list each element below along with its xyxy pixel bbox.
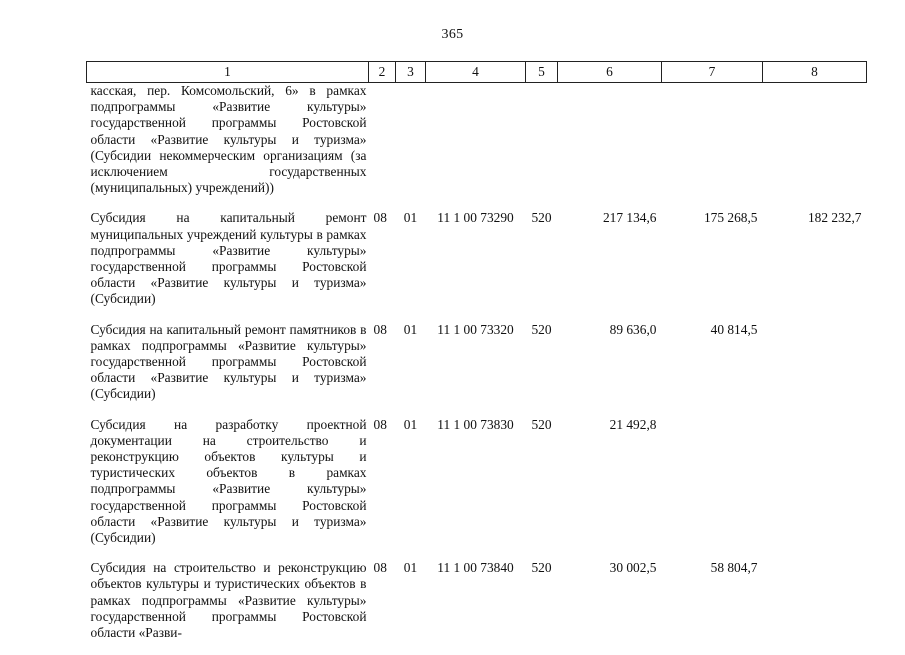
row-description: Субсидия на строительство и реконструкцию объектов культуры и туристических объектов в рамках подпрограммы «Развитие культуры» государственной программы Ростовской области «Разви- [90, 560, 367, 641]
row-description: касская, пер. Комсомольский, 6» в рамках подпрограммы «Развитие культуры» государственной программы Ростовской области «Развитие культуры и туризма» (Субсидии некоммерческим организациям (за исключением государственных (муниципальных) учреждений)) [90, 83, 367, 196]
target-article-code: 11 1 00 73320 [437, 321, 514, 337]
expense-type-code: 520 [531, 560, 552, 576]
amount-col-6: 217 134,6 [602, 210, 657, 226]
subsection-code: 01 [403, 321, 418, 337]
amount-col-8 [763, 417, 867, 561]
section-code: 08 [373, 321, 387, 337]
amount-col-7 [662, 417, 763, 561]
amount-col-8 [763, 560, 867, 655]
page-number: 365 [441, 27, 464, 42]
target-article-code [426, 83, 526, 211]
column-header-6: 6 [558, 62, 662, 83]
target-article-code: 11 1 00 73290 [437, 210, 514, 226]
amount-col-6: 21 492,8 [609, 416, 657, 432]
table-row [87, 210, 867, 321]
section-code: 08 [373, 210, 387, 226]
subsection-code: 01 [403, 416, 418, 432]
table-row [87, 560, 867, 655]
amount-col-8: 182 232,7 [807, 210, 862, 226]
budget-table [86, 61, 867, 655]
amount-col-7: 58 804,7 [710, 560, 758, 576]
amount-col-7 [662, 83, 763, 211]
target-article-code: 11 1 00 73830 [437, 416, 514, 432]
subsection-code [396, 83, 426, 211]
column-header-1: 1 [87, 62, 369, 83]
row-description: Субсидия на капитальный ремонт памятников в рамках подпрограммы «Развитие культуры» государственной программы Ростовской области «Развитие культуры и туризма» (Субсидии) [90, 321, 367, 402]
amount-col-6: 30 002,5 [609, 560, 657, 576]
expense-type-code: 520 [531, 416, 552, 432]
expense-type-code: 520 [531, 321, 552, 337]
section-code: 08 [373, 416, 387, 432]
table-row [87, 83, 867, 211]
row-description: Субсидия на капитальный ремонт муниципальных учреждений культуры в рамках подпрограммы «Развитие культуры» государственной программы Ростовской области «Развитие культуры и туризма» (Субсидии) [90, 210, 367, 307]
column-header-7: 7 [662, 62, 763, 83]
section-code: 08 [373, 560, 387, 576]
subsection-code: 01 [403, 210, 418, 226]
amount-col-8 [763, 83, 867, 211]
table-row [87, 417, 867, 561]
amount-col-7: 175 268,5 [703, 210, 758, 226]
expense-type-code: 520 [531, 210, 552, 226]
amount-col-6 [558, 83, 662, 211]
section-code [369, 83, 396, 211]
column-header-5: 5 [526, 62, 558, 83]
table-header-row [87, 62, 867, 83]
table-row [87, 322, 867, 417]
column-header-4: 4 [426, 62, 526, 83]
row-description: Субсидия на разработку проектной документации на строительство и реконструкцию объектов культуры и туристических объектов в рамках подпрограммы «Развитие культуры» государственной программы Ростовской области «Развитие культуры и туризма» (Субсидии) [90, 416, 367, 546]
expense-type-code [526, 83, 558, 211]
target-article-code: 11 1 00 73840 [437, 560, 514, 576]
subsection-code: 01 [403, 560, 418, 576]
amount-col-6: 89 636,0 [609, 321, 657, 337]
column-header-2: 2 [369, 62, 396, 83]
amount-col-8 [763, 322, 867, 417]
column-header-3: 3 [396, 62, 426, 83]
amount-col-7: 40 814,5 [710, 321, 758, 337]
column-header-8: 8 [763, 62, 867, 83]
